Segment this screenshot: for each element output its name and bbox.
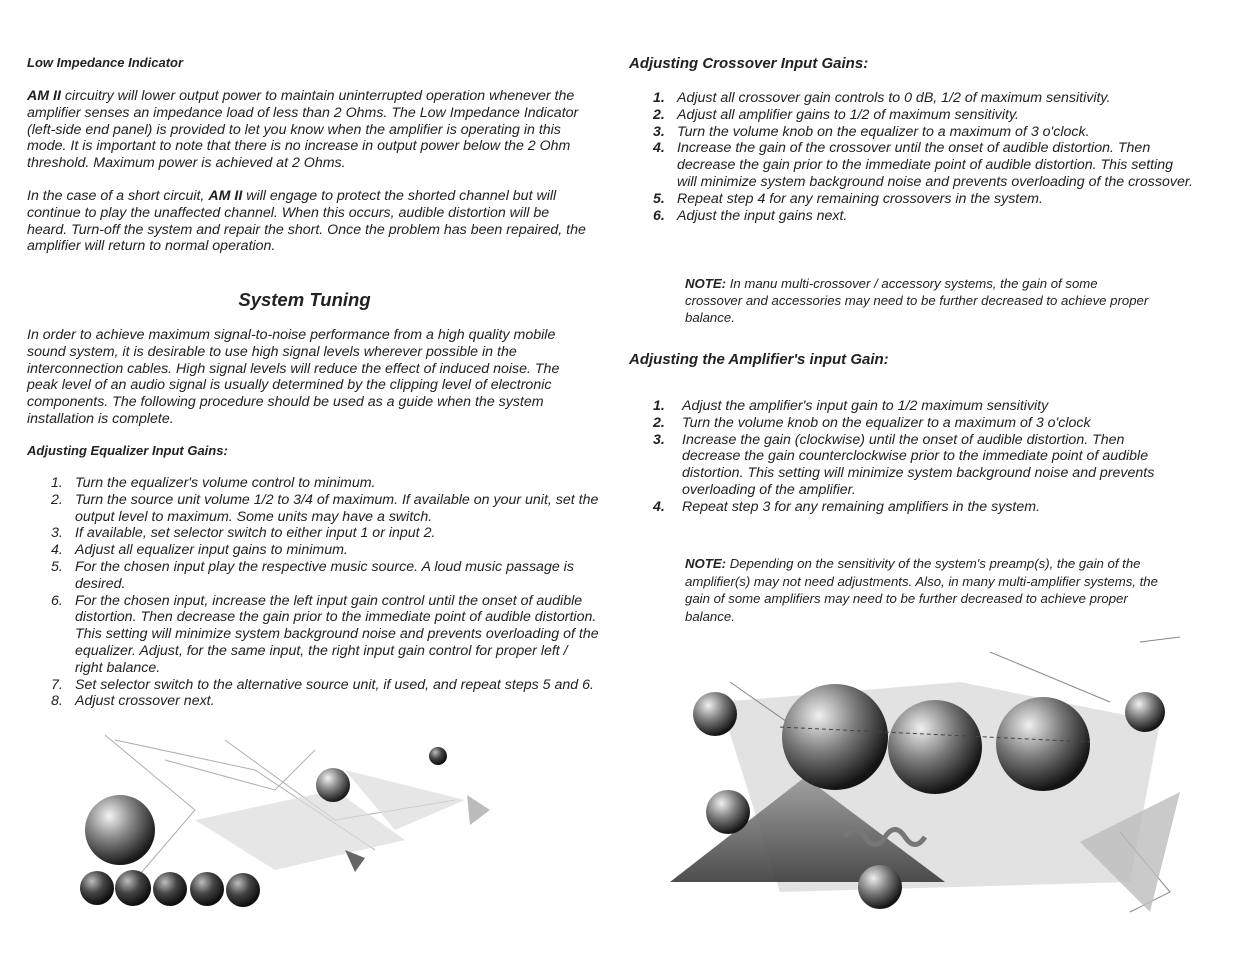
system-tuning-intro: In order to achieve maximum signal-to-noise performance from a high quality mobile sound system, it is desirable to use high signal levels wherever possible in the interconnection cables. High signal levels will reduce the effect of induced noise. The peak level of an audio signal is usually determined by the clipping level of electronic components. The following procedure should be used as a guide when the system installation is complete. [27, 327, 560, 427]
list-item [51, 677, 599, 694]
list-item [51, 559, 599, 593]
amplifier-steps-list [653, 398, 1163, 516]
step-text: Turn the equalizer's volume control to minimum. [75, 475, 376, 491]
step-number: 1. [51, 475, 63, 491]
step-number: 5. [653, 190, 665, 207]
step-text: Adjust crossover next. [75, 693, 215, 710]
step-text: Set selector switch to the alternative source unit, if used, and repeat steps 5 and 6. [75, 676, 594, 693]
list-item [653, 415, 1163, 432]
step-number: 3. [653, 431, 665, 448]
low-impedance-paragraph-1: AM II circuitry will lower output power to maintain uninterrupted operation whenever the amplifier senses an impedance load of less than 2 Ohms. The Low Impedance Indicator (left-side end panel) is provided to let you know when the amplifier is operating in this mode. It is important to note that there is no increase in output power below the 2 Ohm threshold. Maximum power is achieved at 2 Ohms. [27, 88, 579, 172]
low-impedance-heading: Low Impedance Indicator [27, 55, 184, 70]
step-number: 4. [653, 498, 665, 515]
step-number: 8. [51, 693, 63, 710]
list-item [653, 140, 1193, 190]
step-text: Turn the source unit volume 1/2 to 3/4 of maximum. If available on your unit, set the output level to maximum. Some units may have a switch. [75, 491, 599, 525]
list-item [653, 107, 1193, 124]
amplifier-gain-heading: Adjusting the Amplifier's input Gain: [629, 351, 889, 368]
step-number: 4. [653, 140, 665, 157]
list-item [51, 693, 599, 710]
equalizer-gains-heading: Adjusting Equalizer Input Gains: [27, 443, 228, 458]
list-item [653, 124, 1193, 141]
amplifier-note: NOTE: Depending on the sensitivity of the system's preamp(s), the gain of the amplifier(s) may not need adjustments. Also, in many multi-amplifier systems, the gain of some amplifiers may need to be further decreased to achieve proper balance. [685, 556, 1158, 624]
note-label: NOTE: [685, 276, 727, 291]
crossover-gains-heading: Adjusting Crossover Input Gains: [629, 55, 869, 72]
step-text: Increase the gain (clockwise) until the onset of audible distortion. Then decrease the gain counterclockwise prior to the immediate point of audible distortion. This setting will minimize system background noise and prevents overloading of the amplifier. [682, 431, 1155, 498]
step-text: Repeat step 4 for any remaining crossovers in the system. [677, 190, 1043, 207]
step-text: If available, set selector switch to either input 1 or input 2. [75, 525, 436, 542]
step-text: Repeat step 3 for any remaining amplifiers in the system. [682, 498, 1041, 515]
equalizer-steps-list [51, 475, 599, 710]
step-number: 4. [51, 542, 63, 559]
step-number: 2. [653, 414, 665, 431]
step-text: Adjust all crossover gain controls to 0 dB, 1/2 of maximum sensitivity. [677, 90, 1111, 106]
step-text: Adjust all equalizer input gains to minimum. [75, 542, 348, 559]
step-text: Turn the volume knob on the equalizer to a maximum of 3 o'clock. [677, 123, 1090, 140]
system-tuning-title: System Tuning [238, 289, 371, 310]
step-text: Adjust the amplifier's input gain to 1/2 maximum sensitivity [682, 398, 1049, 414]
list-item [653, 191, 1193, 208]
spheres-illustration-left [75, 730, 495, 910]
step-number: 6. [51, 592, 63, 609]
list-item [51, 542, 599, 559]
crossover-steps-list [653, 90, 1193, 224]
list-item [653, 499, 1163, 516]
list-item [51, 475, 599, 492]
step-number: 1. [653, 90, 665, 106]
step-number: 6. [653, 207, 665, 224]
list-item [653, 208, 1193, 225]
step-number: 2. [51, 491, 63, 508]
step-text: For the chosen input play the respective music source. A loud music passage is desired. [75, 558, 574, 592]
step-text: Adjust the input gains next. [677, 207, 848, 224]
spheres-illustration-right [660, 632, 1190, 922]
crossover-note: NOTE: In manu multi-crossover / accessory systems, the gain of some crossover and accessories may need to be further decreased to achieve proper balance. [685, 276, 1149, 326]
list-item [51, 593, 599, 677]
step-number: 2. [653, 106, 665, 123]
step-number: 5. [51, 558, 63, 575]
step-number: 1. [653, 398, 665, 414]
step-number: 7. [51, 676, 63, 693]
step-text: Turn the volume knob on the equalizer to a maximum of 3 o'clock [682, 414, 1091, 431]
list-item [51, 492, 599, 526]
step-number: 3. [653, 123, 665, 140]
list-item [653, 432, 1163, 499]
list-item [653, 90, 1193, 107]
step-text: For the chosen input, increase the left input gain control until the onset of audible distortion. Then decrease the gain prior to the immediate point of audible distortion. This setting will minimize system background noise and prevents overloading of the equalizer. Adjust, for the same input, the right input gain control for proper left / right balance. [75, 592, 599, 676]
list-item [653, 398, 1163, 415]
step-text: Increase the gain of the crossover until the onset of audible distortion. Then decrease the gain prior to the immediate point of audible distortion. This setting will minimize system background noise and prevents overloading of the crossover. [677, 140, 1193, 190]
low-impedance-paragraph-2: In the case of a short circuit, AM II will engage to protect the shorted channel but will continue to play the unaffected channel. When this occurs, audible distortion will be heard. Turn-off the system and repair the short. Once the problem has been repaired, the amplifier will return to normal operation. [27, 188, 586, 255]
step-text: Adjust all amplifier gains to 1/2 of maximum sensitivity. [677, 106, 1019, 123]
am-ii-label: AM II [27, 88, 61, 104]
am-ii-label: AM II [208, 188, 243, 204]
list-item [51, 525, 599, 542]
note-label: NOTE: [685, 556, 727, 571]
step-number: 3. [51, 525, 63, 542]
